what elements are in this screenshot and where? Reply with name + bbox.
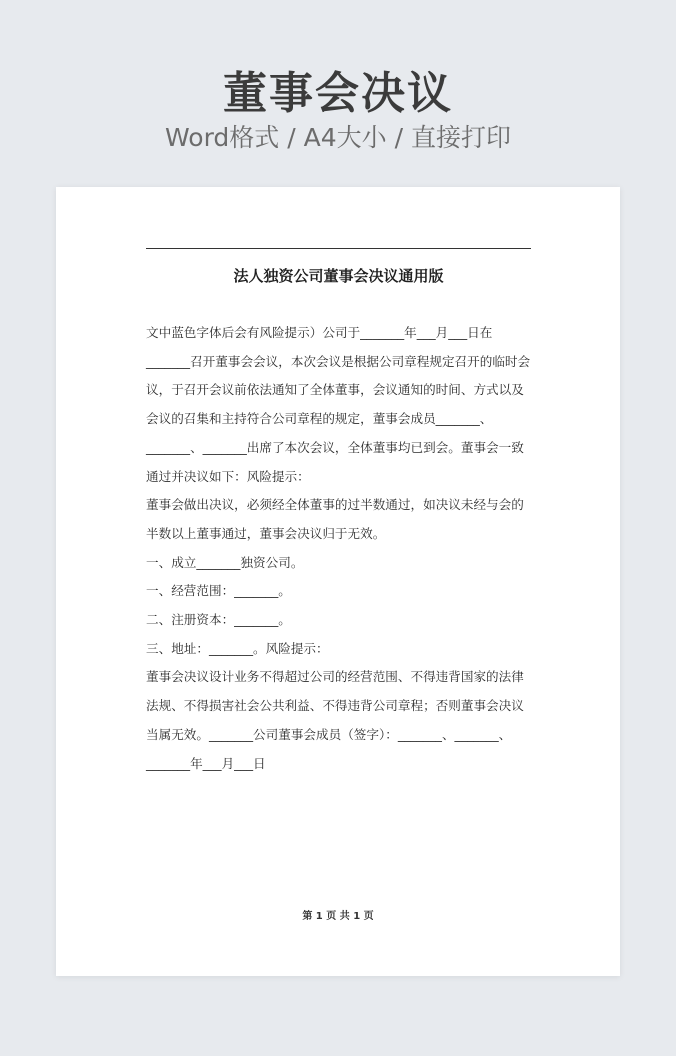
paragraph-validity-signature: 董事会决议设计业务不得超过公司的经营范围、不得违背国家的法律法规、不得损害社会公共利益、不得违背公司章程；否则董事会决议当属无效。_______公司董事会成员（签字）：_______、_______、_______年___月___日 <box>146 669 524 771</box>
document-body <box>146 319 536 778</box>
document-title: 法人独资公司董事会决议通用版 <box>233 267 444 285</box>
paragraph-registered-capital: 二、注册资本：_______。 <box>146 612 291 628</box>
paragraph-establish: 一、成立_______独资公司。 <box>146 554 304 570</box>
banner-title: 董事会决议 <box>223 68 453 119</box>
paragraph-voting-rule: 董事会做出决议，必须经全体董事的过半数通过，如决议未经与会的半数以上董事通过，董事会决议归于无效。 <box>146 497 524 541</box>
paragraph-business-scope: 一、经营范围：_______。 <box>146 583 291 599</box>
page-number: 第 1 页 共 1 页 <box>302 911 374 922</box>
banner-subtitle: Word格式 / A4大小 / 直接打印 <box>165 123 511 152</box>
paragraph-address: 三、地址：_______。风险提示： <box>146 640 329 656</box>
document-page <box>56 187 620 976</box>
header-rule <box>146 248 531 249</box>
paragraph-meeting-intro: 文中蓝色字体后会有风险提示）公司于_______年___月___日在_______召开董事会会议，本次会议是根据公司章程规定召开的临时会议，于召开会议前依法通知了全体董事，会议通知的时间、方式以及会议的召集和主持符合公司章程的规定，董事会成员_______、_______、_______出席了本次会议，全体董事均已到会。董事会一致通过并决议如下：风险提示： <box>146 325 531 484</box>
